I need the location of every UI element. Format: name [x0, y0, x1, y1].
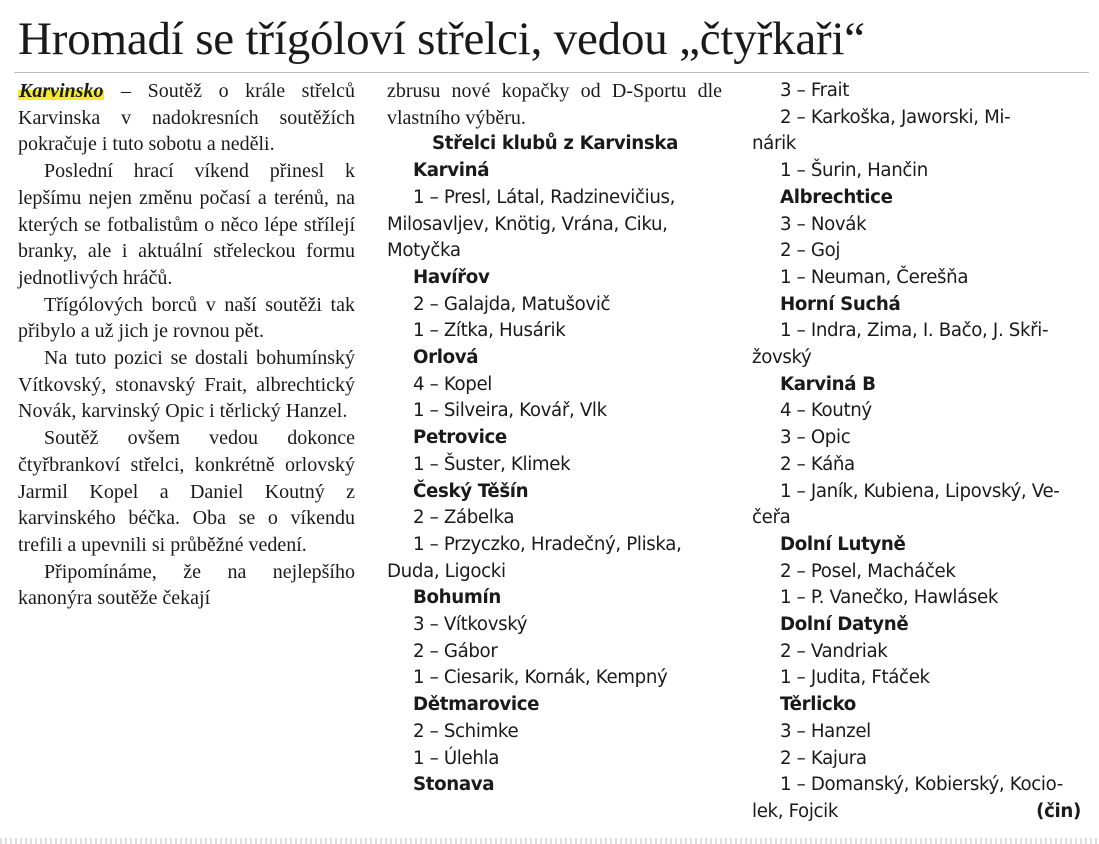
scorer-line-continuation: Duda, Ligocki — [387, 560, 506, 582]
scorer-line: 2 – Gábor — [413, 640, 498, 662]
scorer-line-continuation: Milosavljev, Knötig, Vrána, Ciku, — [387, 213, 668, 235]
scorer-line: 1 – Šurin, Hančin — [780, 160, 928, 182]
scorer-line-continuation: Motyčka — [387, 240, 461, 262]
article-paragraph: Poslední hrací víkend přinesl k lepšímu nejen změnu počasí a terénů, na kterých se fotbalistům o něco lépe střílejí branky, ale i aktuální střeleckou formu jednotlivých hráčů. — [18, 160, 355, 289]
club-name: Dolní Lutyně — [780, 533, 906, 555]
scorer-line: 3 – Novák — [780, 213, 867, 235]
club-name: Horní Suchá — [780, 293, 901, 315]
scorer-line: 3 – Hanzel — [780, 720, 871, 742]
scorer-line — [387, 532, 722, 585]
headline-rule — [14, 72, 1089, 73]
lead-word-highlighted: Karvinsko — [19, 80, 104, 102]
scorer-line: 3 – Opic — [780, 427, 851, 449]
club-name: Havířov — [413, 266, 490, 288]
club-name: Stonava — [413, 774, 495, 796]
scorer-line-text: 1 – Indra, Zima, I. Bačo, J. Skři- — [780, 320, 1049, 342]
scorer-line-continuation: čeřa — [752, 507, 791, 529]
scan-edge-dots — [0, 838, 1099, 844]
scorer-line: 3 – Vítkovský — [413, 614, 528, 636]
club-name: Český Těšín — [413, 480, 529, 502]
scorers-title: Střelci klubů z Karvinska — [432, 133, 678, 155]
scorer-line: 2 – Káňa — [780, 453, 855, 475]
scorer-line — [752, 105, 1087, 158]
club-name: Dětmarovice — [413, 694, 540, 716]
article-paragraph: Připomínáme, že na nejlepšího kanonýra soutěže čekají — [18, 560, 355, 610]
scorer-line-text: 1 – Presl, Látal, Radzinevičius, — [413, 186, 676, 208]
scorer-line: 1 – Judita, Ftáček — [780, 667, 930, 689]
lead-text: – Soutěž o krále střelců Karvinska v nadokresních soutěžích pokračuje i tuto sobotu a neděli. — [18, 80, 355, 156]
scorer-line: 2 – Schimke — [413, 720, 519, 742]
article-continuation: zbrusu nové kopačky od D-Sportu dle vlastního výběru. — [387, 80, 722, 129]
scorer-line: 2 – Galajda, Matušovič — [413, 293, 611, 315]
scorer-line — [387, 185, 722, 265]
scorer-line: 2 – Vandriak — [780, 640, 888, 662]
scorer-line: 1 – Šuster, Klimek — [413, 453, 571, 475]
club-name: Petrovice — [413, 427, 507, 449]
scorer-line: 1 – Silveira, Kovář, Vlk — [413, 400, 607, 422]
club-name: Dolní Datyně — [780, 614, 909, 636]
scorer-line: 2 – Goj — [780, 240, 841, 262]
article-paragraph: Soutěž ovšem vedou dokonce čtyřbrankoví střelci, konkrétně orlovský Jarmil Kopel a Daniel Koutný z karvinského béčka. Oba se o víkendu trefili a upevnili si průběžné vedení. — [18, 427, 355, 556]
scorer-line: 1 – Úlehla — [413, 747, 500, 769]
scorer-line: 1 – P. Vanečko, Hawlásek — [780, 587, 999, 609]
scorer-line: 4 – Koutný — [780, 400, 872, 422]
article-paragraph: Na tuto pozici se dostali bohumínský Vítkovský, stonavský Frait, albrechtický Novák, karvinský Opic i těrlický Hanzel. — [18, 347, 355, 423]
scorer-line-text: 1 – Przyczko, Hradečný, Pliska, — [413, 533, 682, 555]
scorer-line-continuation: nárik — [752, 133, 796, 155]
scorer-line: 1 – Ciesarik, Kornák, Kempný — [413, 667, 668, 689]
scorer-line-continuation: žovský — [752, 347, 812, 369]
scorer-line-continuation: lek, Fojcik — [752, 800, 839, 822]
author-signature: (čin) — [1036, 800, 1081, 822]
scorers-column-3 — [752, 78, 1087, 826]
scorer-line — [752, 479, 1087, 532]
club-name: Karviná B — [780, 373, 876, 395]
article-column-1 — [18, 78, 355, 612]
scorer-line-text: 2 – Karkoška, Jaworski, Mi- — [780, 106, 1011, 128]
club-name: Těrlicko — [780, 694, 856, 716]
scorer-line: 4 – Kopel — [413, 373, 493, 395]
scorer-line: 2 – Zábelka — [413, 507, 515, 529]
scorer-line: 2 – Posel, Macháček — [780, 560, 956, 582]
club-name: Bohumín — [413, 587, 501, 609]
scorer-line-text: 1 – Domanský, Kobierský, Kocio- — [780, 774, 1063, 796]
club-name: Orlová — [413, 347, 479, 369]
club-name: Karviná — [413, 160, 490, 182]
club-name: Albrechtice — [780, 186, 893, 208]
scorer-line: 2 – Kajura — [780, 747, 867, 769]
article-column-2 — [387, 78, 722, 799]
article-paragraph: Třígólových borců v naší soutěži tak přibylo a už jich je rovnou pět. — [18, 293, 355, 343]
scorer-line: 1 – Neuman, Čerešňa — [780, 266, 969, 288]
scorer-line-text: 1 – Janík, Kubiena, Lipovský, Ve- — [780, 480, 1060, 502]
scorer-line: 1 – Zítka, Husárik — [413, 320, 566, 342]
scorer-line — [752, 318, 1087, 371]
headline: Hromadí se třígóloví střelci, vedou „čtyřkaři“ — [18, 13, 865, 65]
scorer-line: 3 – Frait — [780, 80, 850, 101]
scorer-line — [752, 772, 1087, 825]
article-paragraph — [18, 78, 355, 158]
scorers-list — [387, 131, 722, 799]
